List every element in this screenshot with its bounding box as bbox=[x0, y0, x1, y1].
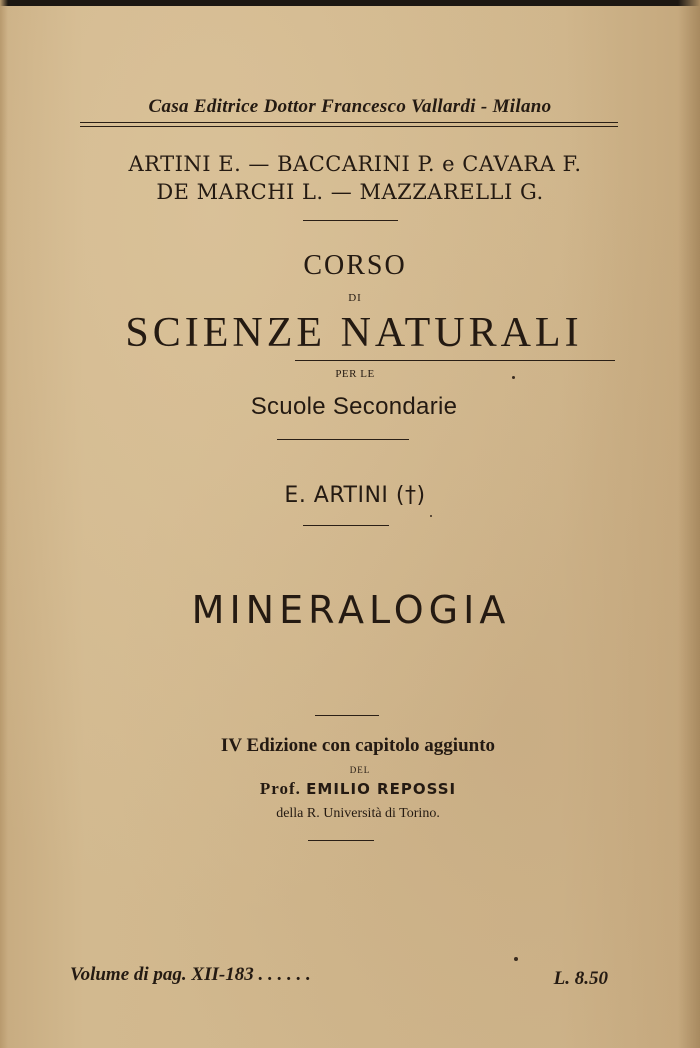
divider-2 bbox=[277, 439, 409, 440]
series-corso: CORSO bbox=[303, 250, 407, 281]
paper-speck bbox=[430, 515, 432, 517]
divider-1 bbox=[303, 220, 398, 221]
series-underline bbox=[295, 360, 615, 361]
series-audience: Scuole Secondarie bbox=[250, 393, 458, 420]
edition-text: IV Edizione con capitolo aggiunto bbox=[220, 735, 496, 756]
volume-info: Volume di pag. XII-183 . . . . . . bbox=[70, 964, 311, 985]
paper-speck bbox=[512, 376, 515, 379]
paper-speck bbox=[514, 957, 518, 961]
divider-3 bbox=[303, 525, 389, 526]
top-edge-band bbox=[0, 0, 700, 6]
authors-line-1: ARTINI E. — BACCARINI P. e CAVARA F. bbox=[128, 152, 582, 176]
divider-5 bbox=[308, 840, 374, 841]
professor-name: EMILIO REPOSSI bbox=[306, 780, 457, 798]
series-per-le: PER LE bbox=[335, 368, 375, 380]
price: L. 8.50 bbox=[553, 968, 608, 989]
publisher-line: Casa Editrice Dottor Francesco Vallardi - Milano bbox=[148, 96, 552, 117]
book-title: MINERALOGIA bbox=[191, 588, 511, 632]
series-di: DI bbox=[348, 292, 362, 304]
authors-line-2: DE MARCHI L. — MAZZARELLI G. bbox=[156, 180, 544, 204]
professor-line bbox=[0, 779, 700, 799]
professor-affiliation: della R. Università di Torino. bbox=[276, 806, 440, 821]
publisher-rule-bottom bbox=[80, 126, 618, 127]
edition-del: DEL bbox=[349, 765, 371, 775]
series-title: SCIENZE NATURALI bbox=[125, 310, 583, 356]
divider-4 bbox=[315, 715, 379, 716]
professor-prefix: Prof. bbox=[259, 779, 301, 798]
publisher-rule-top bbox=[80, 122, 618, 123]
volume-author: E. ARTINI (†) bbox=[284, 483, 426, 508]
